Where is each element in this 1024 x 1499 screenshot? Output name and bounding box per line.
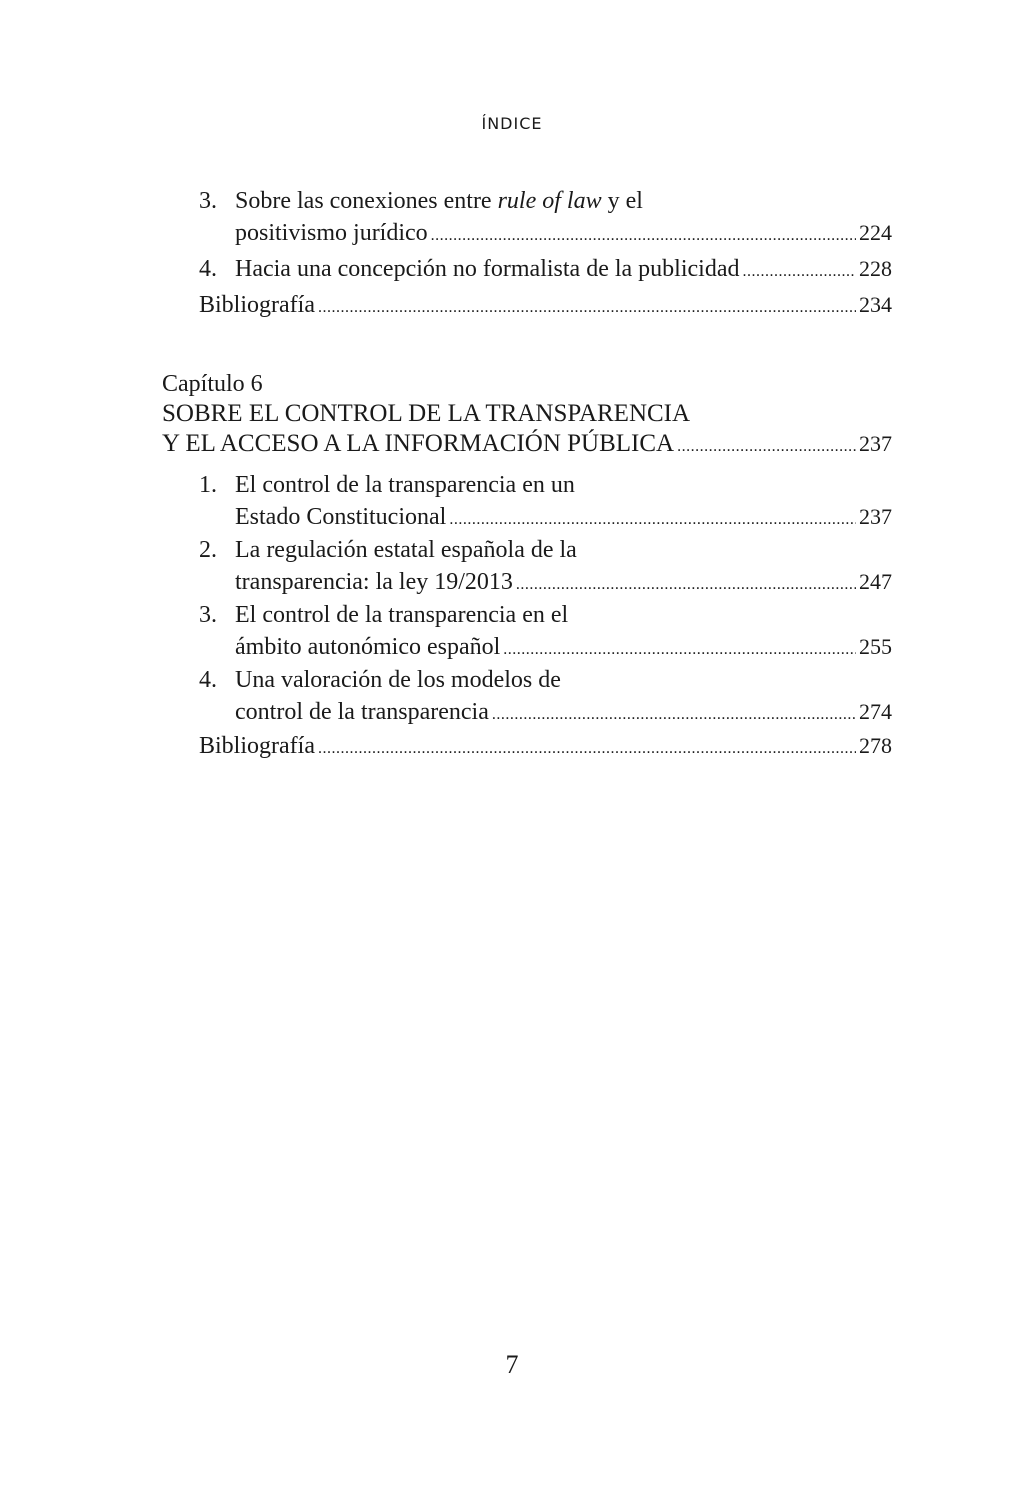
entry-page: 237 — [859, 504, 892, 529]
chapter-label: Capítulo 6 — [162, 371, 263, 397]
entry-page: 224 — [859, 220, 892, 245]
dot-leader — [318, 292, 856, 323]
entry-title-line1: El control de la transparencia en el — [235, 602, 569, 628]
section-chapter-6 — [162, 470, 892, 764]
entry-number: 3. — [199, 188, 217, 214]
entry-number: 4. — [199, 256, 217, 282]
chapter-title-line2: Y EL ACCESO A LA INFORMACIÓN PÚBLICA — [162, 430, 675, 457]
entry-title-line1: El control de la transparencia en un — [235, 472, 575, 498]
entry-title-line2: positivismo jurídico — [235, 220, 428, 246]
dot-leader — [431, 220, 856, 251]
entry-title: Bibliografía — [199, 292, 315, 318]
dot-leader — [677, 432, 856, 462]
chapter-page: 237 — [859, 431, 892, 456]
section-previous-chapter — [162, 186, 892, 323]
running-head: ÍNDICE — [481, 114, 543, 133]
toc-entry[interactable] — [162, 470, 892, 535]
table-of-contents — [162, 186, 892, 764]
entry-title-line1: La regulación estatal española de la — [235, 537, 577, 563]
page-number: 7 — [505, 1350, 519, 1379]
toc-entry[interactable] — [162, 253, 892, 287]
dot-leader — [492, 699, 856, 730]
toc-entry[interactable] — [162, 535, 892, 600]
toc-entry[interactable] — [162, 600, 892, 665]
dot-leader — [742, 256, 856, 287]
toc-entry-bibliography[interactable] — [162, 289, 892, 323]
dot-leader — [503, 634, 856, 665]
entry-page: 278 — [859, 733, 892, 758]
toc-entry-bibliography[interactable] — [162, 730, 892, 764]
entry-page: 228 — [859, 256, 892, 281]
entry-page: 234 — [859, 292, 892, 317]
entry-number: 2. — [199, 537, 217, 563]
entry-page: 274 — [859, 699, 892, 724]
dot-leader — [449, 504, 856, 535]
entry-page: 247 — [859, 569, 892, 594]
entry-title-italic: rule of law — [497, 188, 602, 214]
dot-leader — [516, 569, 856, 600]
entry-number: 4. — [199, 667, 217, 693]
entry-title-line2: transparencia: la ley 19/2013 — [235, 569, 513, 595]
entry-number: 3. — [199, 602, 217, 628]
entry-title-line2: ámbito autonómico español — [235, 634, 501, 660]
entry-title: Hacia una concepción no formalista de la publicidad — [235, 256, 740, 282]
dot-leader — [318, 733, 856, 764]
toc-entry[interactable] — [162, 665, 892, 730]
entry-number: 1. — [199, 472, 217, 498]
entry-title-line2: Estado Constitucional — [235, 504, 447, 530]
entry-page: 255 — [859, 634, 892, 659]
toc-entry[interactable] — [162, 186, 892, 251]
chapter-heading[interactable] — [162, 369, 892, 462]
entry-title-line1: Una valoración de los modelos de — [235, 667, 561, 693]
chapter-title-line1: SOBRE EL CONTROL DE LA TRANSPARENCIA — [162, 400, 691, 427]
entry-title: Bibliografía — [199, 733, 315, 759]
entry-title-line2: control de la transparencia — [235, 699, 489, 725]
entry-title-line1: Sobre las conexiones entre rule of law y el — [235, 188, 643, 214]
